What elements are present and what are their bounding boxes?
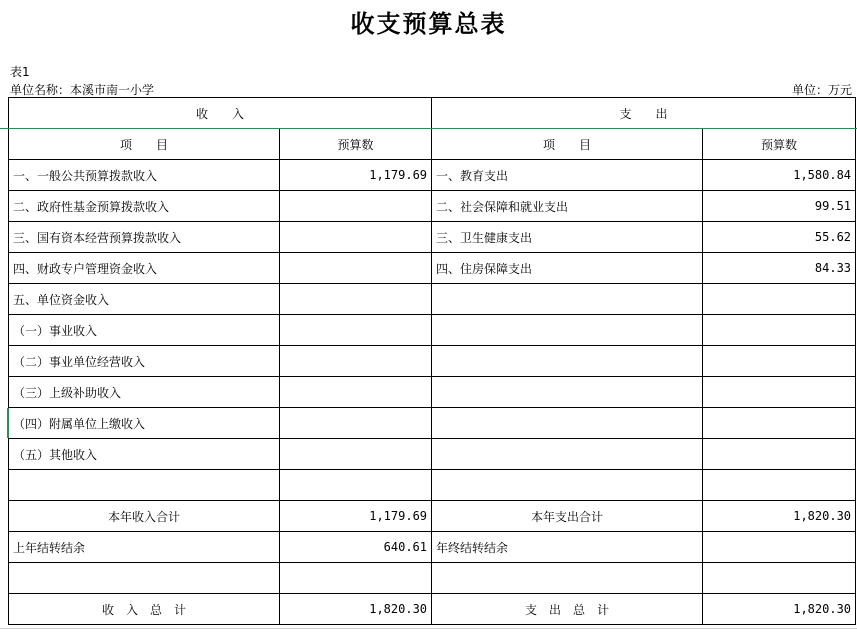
income-item-cell[interactable]: 四、财政专户管理资金收入 [9, 253, 280, 284]
table-row [9, 315, 856, 346]
yearend-value[interactable] [703, 532, 856, 563]
expense-item-cell[interactable] [432, 439, 703, 470]
table-row [9, 470, 856, 501]
expense-amount-cell[interactable] [703, 470, 856, 501]
expense-amount-cell[interactable] [703, 346, 856, 377]
carryover-row [9, 532, 856, 563]
expense-amount-cell[interactable] [703, 408, 856, 439]
income-item-cell[interactable] [9, 470, 280, 501]
table-row [9, 377, 856, 408]
expense-item-cell[interactable] [432, 470, 703, 501]
table-row [9, 408, 856, 439]
income-amount-cell[interactable] [280, 315, 432, 346]
blank-cell[interactable] [703, 563, 856, 594]
expense-item-cell[interactable]: 一、教育支出 [432, 160, 703, 191]
table-row [9, 439, 856, 470]
table-row [9, 160, 856, 191]
income-grand-total-value[interactable]: 1,820.30 [280, 594, 432, 625]
blank-cell[interactable] [432, 563, 703, 594]
expense-grand-total-value[interactable]: 1,820.30 [703, 594, 856, 625]
expense-amount-cell[interactable] [703, 315, 856, 346]
expense-amount-cell[interactable]: 55.62 [703, 222, 856, 253]
expense-item-cell[interactable]: 四、住房保障支出 [432, 253, 703, 284]
table-row [9, 346, 856, 377]
section-header-row [9, 98, 856, 129]
unit-name: 单位名称：本溪市南一小学 [10, 83, 155, 97]
grand-total-row [9, 594, 856, 625]
income-item-cell[interactable]: 一、一般公共预算拨款收入 [9, 160, 280, 191]
expense-item-cell[interactable] [432, 346, 703, 377]
budget-table [8, 97, 856, 625]
table-row [9, 222, 856, 253]
income-item-cell[interactable]: 五、单位资金收入 [9, 284, 280, 315]
unit-label: 单位：万元 [791, 83, 852, 97]
expense-amount-cell[interactable]: 99.51 [703, 191, 856, 222]
income-amount-cell[interactable] [280, 284, 432, 315]
income-amount-header[interactable]: 预算数 [280, 129, 432, 160]
blank-cell[interactable] [280, 563, 432, 594]
expense-item-cell[interactable]: 三、卫生健康支出 [432, 222, 703, 253]
income-amount-cell[interactable] [280, 377, 432, 408]
table-row [9, 284, 856, 315]
income-amount-cell[interactable] [280, 470, 432, 501]
income-item-cell[interactable]: （三）上级补助收入 [9, 377, 280, 408]
income-item-cell[interactable]: （一）事业收入 [9, 315, 280, 346]
income-amount-cell[interactable] [280, 346, 432, 377]
blank-cell[interactable] [9, 563, 280, 594]
income-item-cell[interactable]: 三、国有资本经营预算拨款收入 [9, 222, 280, 253]
column-header-row [9, 129, 856, 160]
expense-amount-cell[interactable] [703, 284, 856, 315]
expense-item-cell[interactable] [432, 377, 703, 408]
expense-amount-cell[interactable]: 1,580.84 [703, 160, 856, 191]
income-amount-cell[interactable] [280, 408, 432, 439]
expense-amount-cell[interactable] [703, 439, 856, 470]
year-expense-total-label[interactable]: 本年支出合计 [432, 501, 703, 532]
page-title: 收支预算总表 [350, 9, 507, 38]
year-income-total-value[interactable]: 1,179.69 [280, 501, 432, 532]
income-amount-cell[interactable] [280, 253, 432, 284]
income-item-header[interactable]: 项 目 [9, 129, 280, 160]
table-row [9, 253, 856, 284]
income-amount-cell[interactable] [280, 222, 432, 253]
expense-amount-cell[interactable] [703, 377, 856, 408]
income-section-header[interactable]: 收 入 [9, 98, 432, 129]
income-item-cell[interactable]: 二、政府性基金预算拨款收入 [9, 191, 280, 222]
blank-row [9, 563, 856, 594]
expense-grand-total-label[interactable]: 支 出 总 计 [432, 594, 703, 625]
table-row [9, 191, 856, 222]
expense-section-header[interactable]: 支 出 [432, 98, 856, 129]
expense-item-cell[interactable] [432, 315, 703, 346]
year-total-row [9, 501, 856, 532]
income-item-cell[interactable]: （五）其他收入 [9, 439, 280, 470]
income-item-cell[interactable]: （四）附属单位上缴收入 [9, 408, 280, 439]
expense-amount-header[interactable]: 预算数 [703, 129, 856, 160]
selection-guide-line [0, 128, 857, 129]
income-amount-cell[interactable] [280, 191, 432, 222]
active-cell-marker [7, 408, 9, 438]
year-income-total-label[interactable]: 本年收入合计 [9, 501, 280, 532]
expense-amount-cell[interactable]: 84.33 [703, 253, 856, 284]
carryover-label[interactable]: 上年结转结余 [9, 532, 280, 563]
expense-item-cell[interactable]: 二、社会保障和就业支出 [432, 191, 703, 222]
expense-item-header[interactable]: 项 目 [432, 129, 703, 160]
year-expense-total-value[interactable]: 1,820.30 [703, 501, 856, 532]
income-item-cell[interactable]: （二）事业单位经营收入 [9, 346, 280, 377]
expense-item-cell[interactable] [432, 284, 703, 315]
table-number: 表1 [10, 65, 30, 79]
expense-item-cell[interactable] [432, 408, 703, 439]
income-amount-cell[interactable]: 1,179.69 [280, 160, 432, 191]
income-amount-cell[interactable] [280, 439, 432, 470]
carryover-value[interactable]: 640.61 [280, 532, 432, 563]
income-grand-total-label[interactable]: 收 入 总 计 [9, 594, 280, 625]
yearend-label[interactable]: 年终结转结余 [432, 532, 703, 563]
